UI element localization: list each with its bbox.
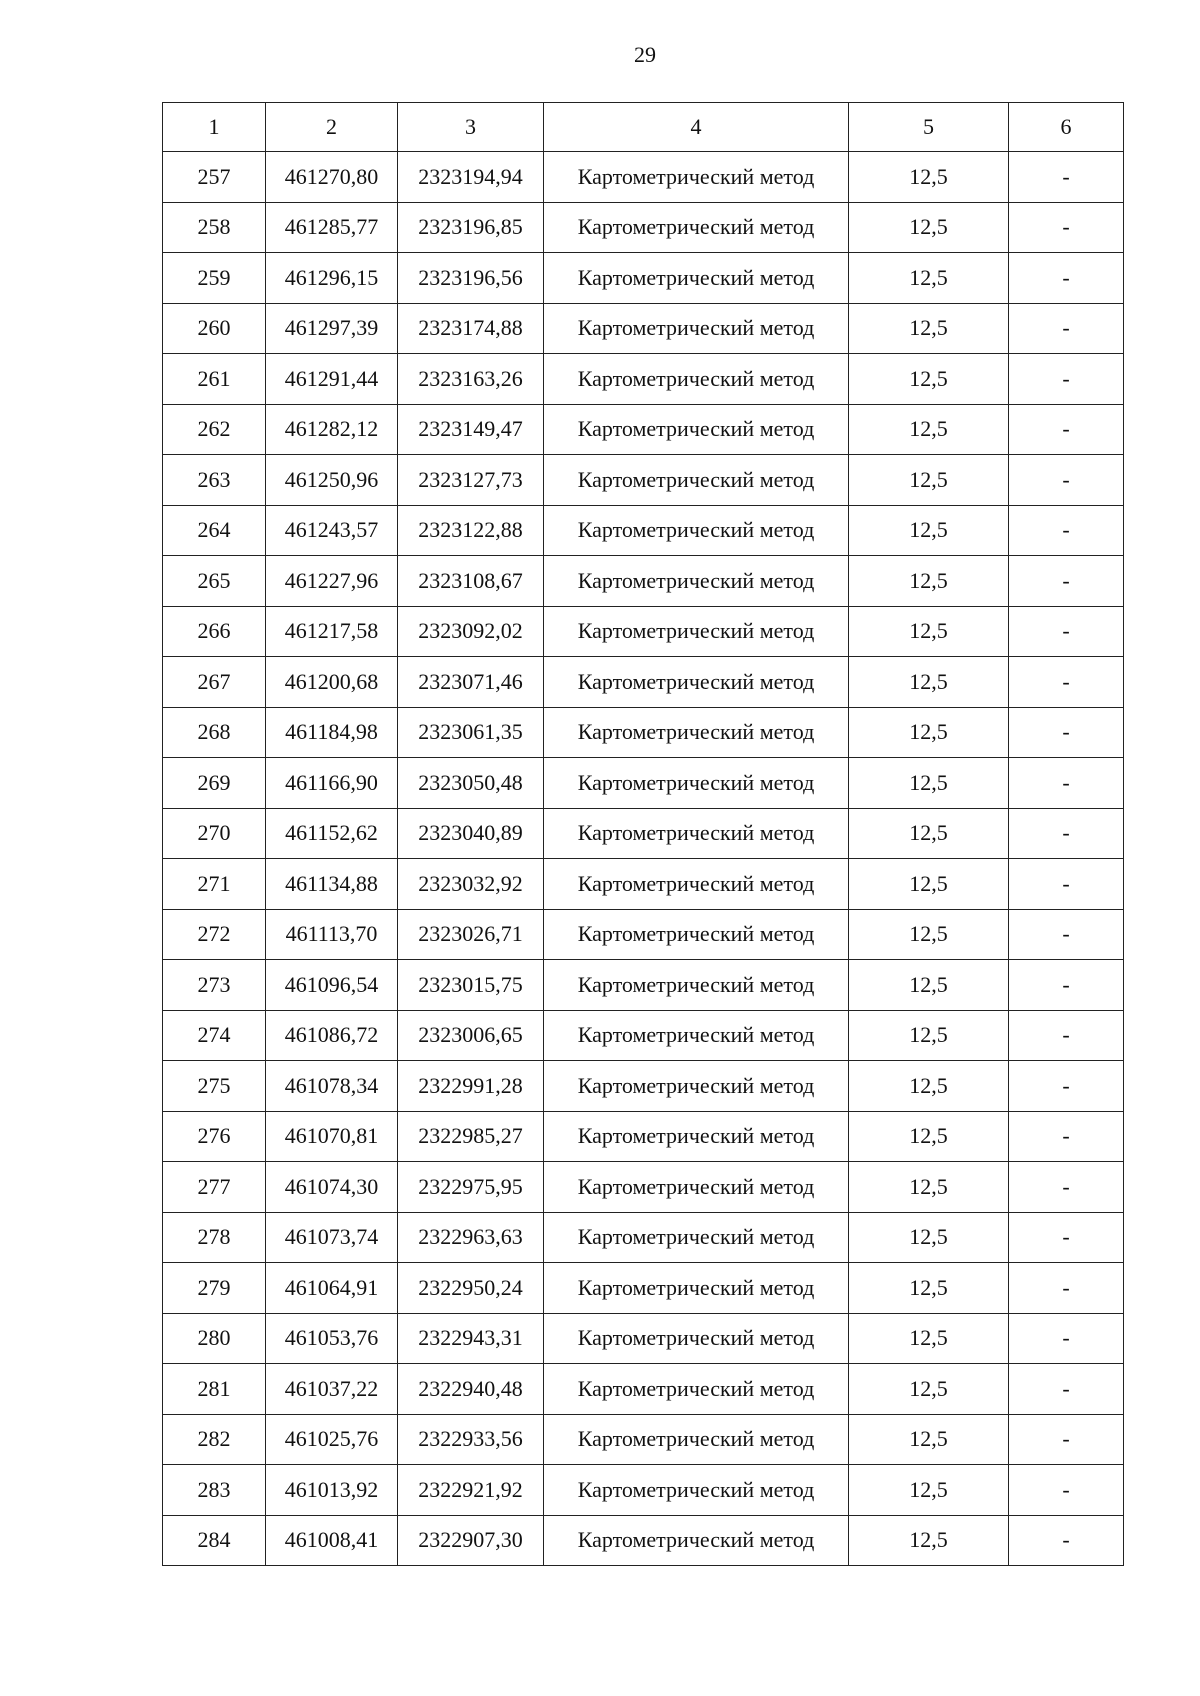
accuracy-cell: 12,5 <box>849 1162 1009 1213</box>
note-cell: - <box>1009 1061 1124 1112</box>
x-coordinate-cell: 461152,62 <box>266 808 398 859</box>
note-cell: - <box>1009 404 1124 455</box>
point-number-cell: 278 <box>163 1212 266 1263</box>
table-row <box>163 1162 1124 1213</box>
coordinates-table <box>162 102 1124 1566</box>
table-row <box>163 1414 1124 1465</box>
y-coordinate-cell: 2322985,27 <box>398 1111 544 1162</box>
x-coordinate-cell: 461291,44 <box>266 354 398 405</box>
x-coordinate-cell: 461073,74 <box>266 1212 398 1263</box>
x-coordinate-cell: 461243,57 <box>266 505 398 556</box>
table-header <box>163 103 1124 152</box>
x-coordinate-cell: 461200,68 <box>266 657 398 708</box>
y-coordinate-cell: 2322921,92 <box>398 1465 544 1516</box>
note-cell: - <box>1009 1313 1124 1364</box>
column-header: 5 <box>849 103 1009 152</box>
y-coordinate-cell: 2323108,67 <box>398 556 544 607</box>
note-cell: - <box>1009 859 1124 910</box>
x-coordinate-cell: 461282,12 <box>266 404 398 455</box>
note-cell: - <box>1009 1465 1124 1516</box>
y-coordinate-cell: 2322975,95 <box>398 1162 544 1213</box>
accuracy-cell: 12,5 <box>849 1364 1009 1415</box>
y-coordinate-cell: 2322933,56 <box>398 1414 544 1465</box>
table-row <box>163 1465 1124 1516</box>
table-row <box>163 1515 1124 1566</box>
note-cell: - <box>1009 152 1124 203</box>
method-cell: Картометрический метод <box>544 354 849 405</box>
table-row <box>163 606 1124 657</box>
method-cell: Картометрический метод <box>544 455 849 506</box>
accuracy-cell: 12,5 <box>849 303 1009 354</box>
note-cell: - <box>1009 960 1124 1011</box>
accuracy-cell: 12,5 <box>849 455 1009 506</box>
x-coordinate-cell: 461078,34 <box>266 1061 398 1112</box>
method-cell: Картометрический метод <box>544 657 849 708</box>
point-number-cell: 271 <box>163 859 266 910</box>
table-row <box>163 455 1124 506</box>
method-cell: Картометрический метод <box>544 1162 849 1213</box>
point-number-cell: 265 <box>163 556 266 607</box>
y-coordinate-cell: 2323032,92 <box>398 859 544 910</box>
point-number-cell: 272 <box>163 909 266 960</box>
y-coordinate-cell: 2323149,47 <box>398 404 544 455</box>
method-cell: Картометрический метод <box>544 1212 849 1263</box>
column-header: 1 <box>163 103 266 152</box>
table-row <box>163 1212 1124 1263</box>
table-row <box>163 303 1124 354</box>
column-header: 2 <box>266 103 398 152</box>
table-row <box>163 1010 1124 1061</box>
accuracy-cell: 12,5 <box>849 1313 1009 1364</box>
header-row <box>163 103 1124 152</box>
table-body <box>163 152 1124 1566</box>
point-number-cell: 279 <box>163 1263 266 1314</box>
table-row <box>163 354 1124 405</box>
x-coordinate-cell: 461184,98 <box>266 707 398 758</box>
accuracy-cell: 12,5 <box>849 859 1009 910</box>
method-cell: Картометрический метод <box>544 202 849 253</box>
point-number-cell: 257 <box>163 152 266 203</box>
note-cell: - <box>1009 1162 1124 1213</box>
accuracy-cell: 12,5 <box>849 404 1009 455</box>
method-cell: Картометрический метод <box>544 1515 849 1566</box>
y-coordinate-cell: 2323127,73 <box>398 455 544 506</box>
accuracy-cell: 12,5 <box>849 152 1009 203</box>
note-cell: - <box>1009 1515 1124 1566</box>
method-cell: Картометрический метод <box>544 556 849 607</box>
column-header: 6 <box>1009 103 1124 152</box>
accuracy-cell: 12,5 <box>849 1061 1009 1112</box>
method-cell: Картометрический метод <box>544 152 849 203</box>
note-cell: - <box>1009 1111 1124 1162</box>
y-coordinate-cell: 2323163,26 <box>398 354 544 405</box>
note-cell: - <box>1009 455 1124 506</box>
note-cell: - <box>1009 1364 1124 1415</box>
accuracy-cell: 12,5 <box>849 1414 1009 1465</box>
x-coordinate-cell: 461037,22 <box>266 1364 398 1415</box>
table-row <box>163 1111 1124 1162</box>
y-coordinate-cell: 2322907,30 <box>398 1515 544 1566</box>
table-row <box>163 152 1124 203</box>
accuracy-cell: 12,5 <box>849 808 1009 859</box>
table-row <box>163 202 1124 253</box>
table-row <box>163 404 1124 455</box>
accuracy-cell: 12,5 <box>849 707 1009 758</box>
accuracy-cell: 12,5 <box>849 758 1009 809</box>
point-number-cell: 266 <box>163 606 266 657</box>
note-cell: - <box>1009 707 1124 758</box>
x-coordinate-cell: 461227,96 <box>266 556 398 607</box>
note-cell: - <box>1009 556 1124 607</box>
x-coordinate-cell: 461166,90 <box>266 758 398 809</box>
method-cell: Картометрический метод <box>544 859 849 910</box>
table-row <box>163 253 1124 304</box>
table-row <box>163 859 1124 910</box>
note-cell: - <box>1009 758 1124 809</box>
accuracy-cell: 12,5 <box>849 1212 1009 1263</box>
x-coordinate-cell: 461270,80 <box>266 152 398 203</box>
point-number-cell: 277 <box>163 1162 266 1213</box>
x-coordinate-cell: 461096,54 <box>266 960 398 1011</box>
table-row <box>163 1263 1124 1314</box>
y-coordinate-cell: 2323026,71 <box>398 909 544 960</box>
point-number-cell: 276 <box>163 1111 266 1162</box>
point-number-cell: 262 <box>163 404 266 455</box>
accuracy-cell: 12,5 <box>849 606 1009 657</box>
note-cell: - <box>1009 909 1124 960</box>
y-coordinate-cell: 2323040,89 <box>398 808 544 859</box>
x-coordinate-cell: 461086,72 <box>266 1010 398 1061</box>
x-coordinate-cell: 461013,92 <box>266 1465 398 1516</box>
accuracy-cell: 12,5 <box>849 354 1009 405</box>
method-cell: Картометрический метод <box>544 1364 849 1415</box>
point-number-cell: 259 <box>163 253 266 304</box>
x-coordinate-cell: 461285,77 <box>266 202 398 253</box>
method-cell: Картометрический метод <box>544 1414 849 1465</box>
note-cell: - <box>1009 1010 1124 1061</box>
note-cell: - <box>1009 657 1124 708</box>
x-coordinate-cell: 461070,81 <box>266 1111 398 1162</box>
page-number: 29 <box>634 42 656 67</box>
table-row <box>163 808 1124 859</box>
y-coordinate-cell: 2322991,28 <box>398 1061 544 1112</box>
point-number-cell: 263 <box>163 455 266 506</box>
method-cell: Картометрический метод <box>544 303 849 354</box>
accuracy-cell: 12,5 <box>849 1263 1009 1314</box>
point-number-cell: 270 <box>163 808 266 859</box>
accuracy-cell: 12,5 <box>849 556 1009 607</box>
accuracy-cell: 12,5 <box>849 202 1009 253</box>
accuracy-cell: 12,5 <box>849 1010 1009 1061</box>
table-row <box>163 707 1124 758</box>
point-number-cell: 260 <box>163 303 266 354</box>
x-coordinate-cell: 461025,76 <box>266 1414 398 1465</box>
point-number-cell: 269 <box>163 758 266 809</box>
method-cell: Картометрический метод <box>544 404 849 455</box>
x-coordinate-cell: 461064,91 <box>266 1263 398 1314</box>
x-coordinate-cell: 461074,30 <box>266 1162 398 1213</box>
table-row <box>163 505 1124 556</box>
table-row <box>163 657 1124 708</box>
method-cell: Картометрический метод <box>544 1263 849 1314</box>
x-coordinate-cell: 461296,15 <box>266 253 398 304</box>
y-coordinate-cell: 2323071,46 <box>398 657 544 708</box>
table-row <box>163 1313 1124 1364</box>
method-cell: Картометрический метод <box>544 505 849 556</box>
method-cell: Картометрический метод <box>544 808 849 859</box>
point-number-cell: 268 <box>163 707 266 758</box>
accuracy-cell: 12,5 <box>849 1111 1009 1162</box>
table-row <box>163 1364 1124 1415</box>
x-coordinate-cell: 461297,39 <box>266 303 398 354</box>
accuracy-cell: 12,5 <box>849 253 1009 304</box>
x-coordinate-cell: 461053,76 <box>266 1313 398 1364</box>
point-number-cell: 280 <box>163 1313 266 1364</box>
y-coordinate-cell: 2322940,48 <box>398 1364 544 1415</box>
note-cell: - <box>1009 1263 1124 1314</box>
table-row <box>163 909 1124 960</box>
point-number-cell: 273 <box>163 960 266 1011</box>
method-cell: Картометрический метод <box>544 758 849 809</box>
point-number-cell: 264 <box>163 505 266 556</box>
accuracy-cell: 12,5 <box>849 657 1009 708</box>
point-number-cell: 281 <box>163 1364 266 1415</box>
point-number-cell: 284 <box>163 1515 266 1566</box>
method-cell: Картометрический метод <box>544 1010 849 1061</box>
x-coordinate-cell: 461250,96 <box>266 455 398 506</box>
method-cell: Картометрический метод <box>544 1111 849 1162</box>
y-coordinate-cell: 2323006,65 <box>398 1010 544 1061</box>
table-row <box>163 758 1124 809</box>
method-cell: Картометрический метод <box>544 1313 849 1364</box>
x-coordinate-cell: 461217,58 <box>266 606 398 657</box>
table-row <box>163 1061 1124 1112</box>
method-cell: Картометрический метод <box>544 909 849 960</box>
point-number-cell: 275 <box>163 1061 266 1112</box>
note-cell: - <box>1009 606 1124 657</box>
y-coordinate-cell: 2323061,35 <box>398 707 544 758</box>
accuracy-cell: 12,5 <box>849 1465 1009 1516</box>
y-coordinate-cell: 2323092,02 <box>398 606 544 657</box>
note-cell: - <box>1009 808 1124 859</box>
y-coordinate-cell: 2323050,48 <box>398 758 544 809</box>
note-cell: - <box>1009 1212 1124 1263</box>
point-number-cell: 261 <box>163 354 266 405</box>
table-row <box>163 960 1124 1011</box>
method-cell: Картометрический метод <box>544 253 849 304</box>
method-cell: Картометрический метод <box>544 1465 849 1516</box>
point-number-cell: 274 <box>163 1010 266 1061</box>
y-coordinate-cell: 2323196,56 <box>398 253 544 304</box>
table-row <box>163 556 1124 607</box>
y-coordinate-cell: 2323174,88 <box>398 303 544 354</box>
point-number-cell: 283 <box>163 1465 266 1516</box>
accuracy-cell: 12,5 <box>849 960 1009 1011</box>
x-coordinate-cell: 461113,70 <box>266 909 398 960</box>
method-cell: Картометрический метод <box>544 606 849 657</box>
method-cell: Картометрический метод <box>544 707 849 758</box>
note-cell: - <box>1009 202 1124 253</box>
y-coordinate-cell: 2323196,85 <box>398 202 544 253</box>
accuracy-cell: 12,5 <box>849 505 1009 556</box>
x-coordinate-cell: 461134,88 <box>266 859 398 910</box>
point-number-cell: 267 <box>163 657 266 708</box>
note-cell: - <box>1009 505 1124 556</box>
column-header: 4 <box>544 103 849 152</box>
y-coordinate-cell: 2322943,31 <box>398 1313 544 1364</box>
y-coordinate-cell: 2322963,63 <box>398 1212 544 1263</box>
accuracy-cell: 12,5 <box>849 909 1009 960</box>
method-cell: Картометрический метод <box>544 1061 849 1112</box>
note-cell: - <box>1009 354 1124 405</box>
y-coordinate-cell: 2323015,75 <box>398 960 544 1011</box>
column-header: 3 <box>398 103 544 152</box>
x-coordinate-cell: 461008,41 <box>266 1515 398 1566</box>
method-cell: Картометрический метод <box>544 960 849 1011</box>
point-number-cell: 258 <box>163 202 266 253</box>
accuracy-cell: 12,5 <box>849 1515 1009 1566</box>
note-cell: - <box>1009 253 1124 304</box>
note-cell: - <box>1009 303 1124 354</box>
y-coordinate-cell: 2323194,94 <box>398 152 544 203</box>
y-coordinate-cell: 2322950,24 <box>398 1263 544 1314</box>
point-number-cell: 282 <box>163 1414 266 1465</box>
y-coordinate-cell: 2323122,88 <box>398 505 544 556</box>
note-cell: - <box>1009 1414 1124 1465</box>
